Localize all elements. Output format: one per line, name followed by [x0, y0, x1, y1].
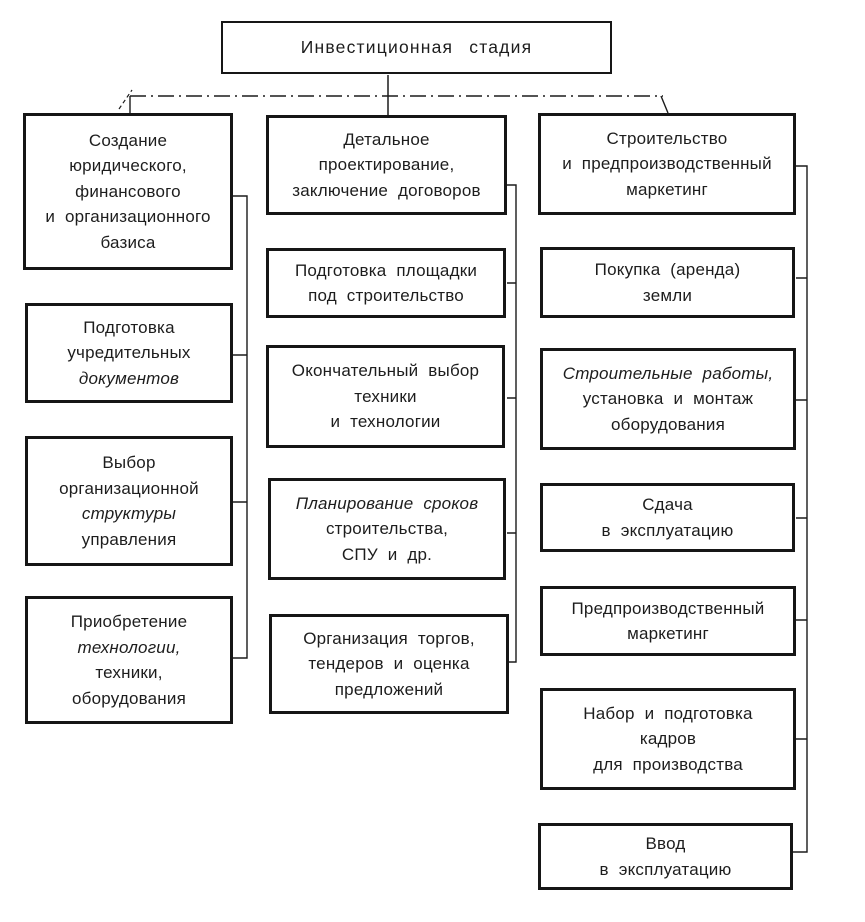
box-label-line: Набор и подготовка: [583, 703, 753, 723]
box-label-line: документов: [78, 368, 180, 388]
box-label-line: Строительство: [606, 128, 728, 148]
box-label-line: земли: [642, 285, 693, 305]
box-site-preparation: [266, 248, 506, 318]
box-label-line: и предпроизводственный: [562, 154, 772, 174]
box-land-purchase: [540, 247, 795, 318]
box-investment-stage: [221, 21, 612, 74]
box-label-line: Покупка (аренда): [594, 260, 741, 279]
box-label-line: Приобретение: [70, 612, 188, 631]
box-label-line: тендеров и оценка: [308, 654, 470, 674]
box-putting-into-operation: [538, 823, 793, 890]
box-construction-works: [540, 348, 796, 450]
box-label-line: и технологии: [330, 412, 441, 432]
box-label-line: кадров: [639, 729, 697, 749]
box-label-line: установка и монтаж: [582, 389, 754, 409]
box-label-line: в эксплуатацию: [601, 520, 734, 540]
box-legal-financial-basis: [23, 113, 233, 270]
box-label-line: Строительные работы,: [562, 363, 774, 383]
connector-rail-to-right: [661, 96, 668, 113]
box-label-line: маркетинг: [627, 624, 709, 643]
box-label-line: и организационного: [45, 207, 211, 227]
box-label-line: маркетинг: [626, 179, 708, 199]
box-label-line: оборудования: [71, 688, 186, 708]
box-founding-documents: [25, 303, 233, 403]
box-label-line: Ввод: [645, 834, 686, 853]
box-label-line: в эксплуатацию: [599, 859, 732, 879]
box-technology-acquisition: [25, 596, 233, 724]
box-label-line: организационной: [59, 478, 199, 498]
box-label-line: оборудования: [610, 414, 725, 434]
box-staff-recruitment: [540, 688, 796, 790]
box-label-line: Подготовка: [83, 317, 175, 337]
box-construction-preproduction-marketing: [538, 113, 796, 215]
box-label-line: базиса: [100, 232, 156, 252]
box-label-line: управления: [81, 529, 177, 549]
box-label-line: учредительных: [67, 343, 191, 363]
box-label-line: строительства,: [325, 519, 449, 539]
box-label-line: финансового: [75, 181, 181, 201]
box-label-line: Выбор: [102, 453, 156, 472]
box-label-line: Организация торгов,: [303, 628, 475, 648]
box-label-line: заключение договоров: [292, 180, 481, 200]
box-org-structure-choice: [25, 436, 233, 566]
box-label: Инвестиционная стадия: [300, 37, 533, 58]
box-preproduction-marketing: [540, 586, 796, 656]
box-label-line: Окончательный выбор: [291, 361, 480, 381]
connector-left-spine: [233, 196, 247, 658]
box-label-line: для производства: [593, 754, 743, 774]
box-detailed-design: [266, 115, 507, 215]
box-label-line: Сдача: [642, 495, 693, 514]
connector-middle-spine: [507, 185, 516, 662]
box-label-line: Предпроизводственный: [571, 598, 765, 618]
box-label-line: Подготовка площадки: [294, 260, 478, 280]
box-construction-scheduling: [268, 478, 506, 580]
box-label-line: Планирование сроков: [295, 493, 479, 513]
box-label-line: предложений: [334, 679, 444, 699]
box-final-technology-choice: [266, 345, 505, 448]
box-label-line: проектирование,: [318, 155, 455, 175]
box-label-line: под строительство: [308, 286, 464, 305]
box-commissioning-handover: [540, 483, 795, 552]
box-label-line: техники,: [95, 663, 163, 682]
box-label-line: СПУ и др.: [341, 544, 433, 564]
box-label-line: юридического,: [69, 156, 187, 176]
box-label-line: техники: [354, 386, 417, 406]
box-label-line: Создание: [88, 130, 168, 150]
box-label-line: Детальное: [343, 129, 430, 149]
box-tenders-organization: [269, 614, 509, 714]
box-label-line: технологии,: [77, 637, 181, 657]
box-label-line: структуры: [81, 504, 177, 523]
